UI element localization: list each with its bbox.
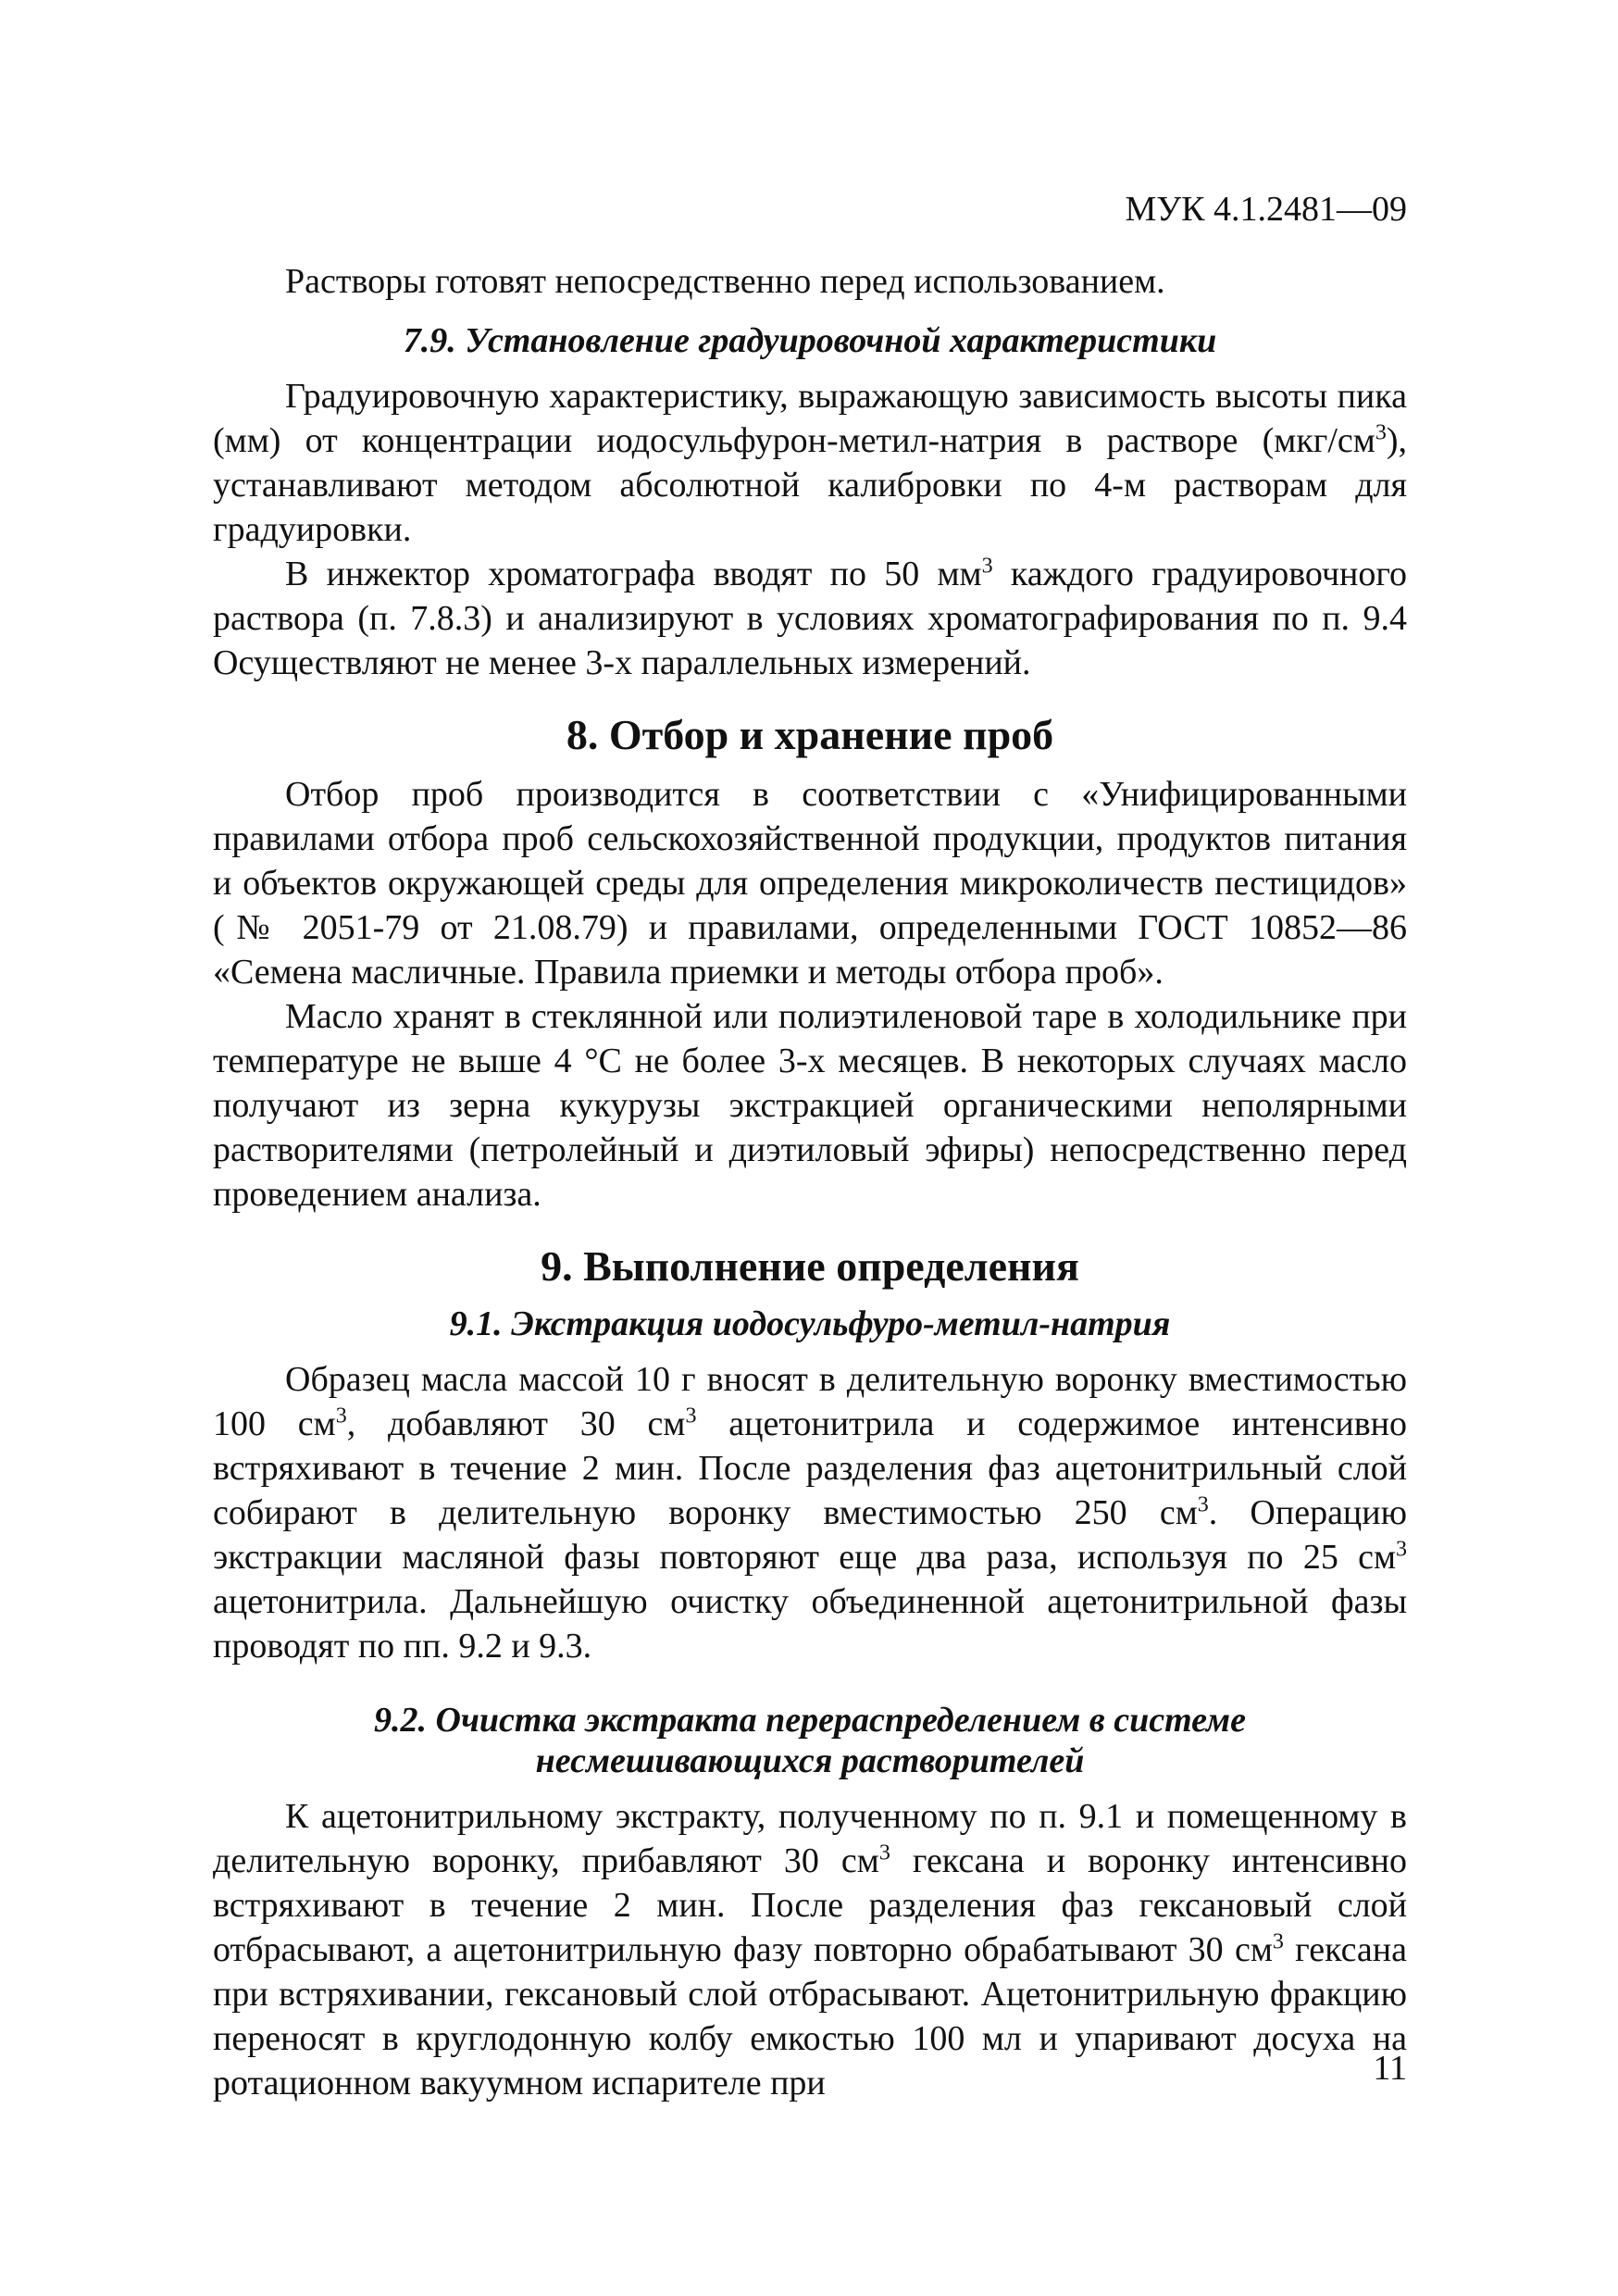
section-9-1-title: 9.1. Экстракция иодосульфуро-метил-натрия (449, 1304, 1171, 1343)
page-number: 11 (1373, 2049, 1407, 2088)
section-8-paragraph-2: Масло хранят в стеклянной или полиэтиленовой таре в холодильнике при температуре не выше 4 °С не более 3-х месяцев. В некоторых случаях масло получают из зерна кукурузы экстракцией органическими неполярными растворителями (петролейный и диэтиловый эфиры) непосредственно перед проведением анализа. (213, 997, 1407, 1214)
intro-paragraph: Растворы готовят непосредственно перед использованием. (285, 262, 1165, 301)
text-column (213, 259, 1407, 2105)
section-8-paragraph-1: Отбор проб производится в соответствии с «Унифицированными правилами отбора проб сельскохозяйственной продукции, продуктов питания и объектов окружающей среды для определения микроколичеств пестицидов» (№ 2051-79 от 21.08.79) и правилами, определенными ГОСТ 10852—86 «Семена масличные. Правила приемки и методы отбора проб». (213, 775, 1407, 992)
section-7-9-title: 7.9. Установление градуировочной характеристики (403, 321, 1217, 360)
section-9-2-title (213, 1700, 1407, 1781)
section-7-9-paragraph-2: В инжектор хроматографа вводят по 50 $мм^3$ каждого градуировочного раствора (п. 7.8.3) и анализируют в условиях хроматографирования по п. 9.4 Осуществляют не менее 3-х параллельных измерений. (213, 554, 1408, 682)
document-code: МУК 4.1.2481—09 (1125, 190, 1407, 229)
section-9-1-paragraph: Образец масла массой 10 г вносят в делительную воронку вместимостью 100 $см^3$, добавляют 30 $см^3$ ацетонитрила и содержимое интенсивно встряхивают в течение 2 мин. После разделения фаз ацетонитрильный слой собирают в делительную воронку вместимостью 250 $см^3$. Операцию экстракции масляной фазы повторяют еще два раза, используя по 25 $см^3$ ацетонитрила. Дальнейшую очистку объединенной ацетонитрильной фазы проводят по пп. 9.2 и 9.3. (213, 1360, 1407, 1666)
section-9-2-paragraph: К ацетонитрильному экстракту, полученному по п. 9.1 и помещенному в делительную воронку, прибавляют 30 $см^3$ гексана и воронку интенсивно встряхивают в течение 2 мин. После разделения фаз гексановый слой отбрасывают, а ацетонитрильную фазу повторно обрабатывают 30 $см^3$ гексана при встряхивании, гексановый слой отбрасывают. Ацетонитрильную фракцию переносят в круглодонную колбу емкостью 100 мл и упаривают досуха на ротационном вакуумном испарителе при (213, 1797, 1407, 2103)
section-8-title: 8. Отбор и хранение проб (566, 711, 1054, 758)
section-7-9-paragraph-1: Градуировочную характеристику, выражающую зависимость высоты пика (мм) от концентрации иодосульфурон-метил-натрия в растворе $(мкг/см^3)$, устанавливают методом абсолютной калибровки по 4-м растворам для градуировки. (213, 377, 1407, 549)
section-9-2-title-line-2: несмешивающихся растворителей (535, 1741, 1085, 1780)
section-9-2-title-line-1: 9.2. Очистка экстракта перераспределением в системе (374, 1701, 1246, 1740)
section-9-title: 9. Выполнение определения (541, 1242, 1079, 1290)
